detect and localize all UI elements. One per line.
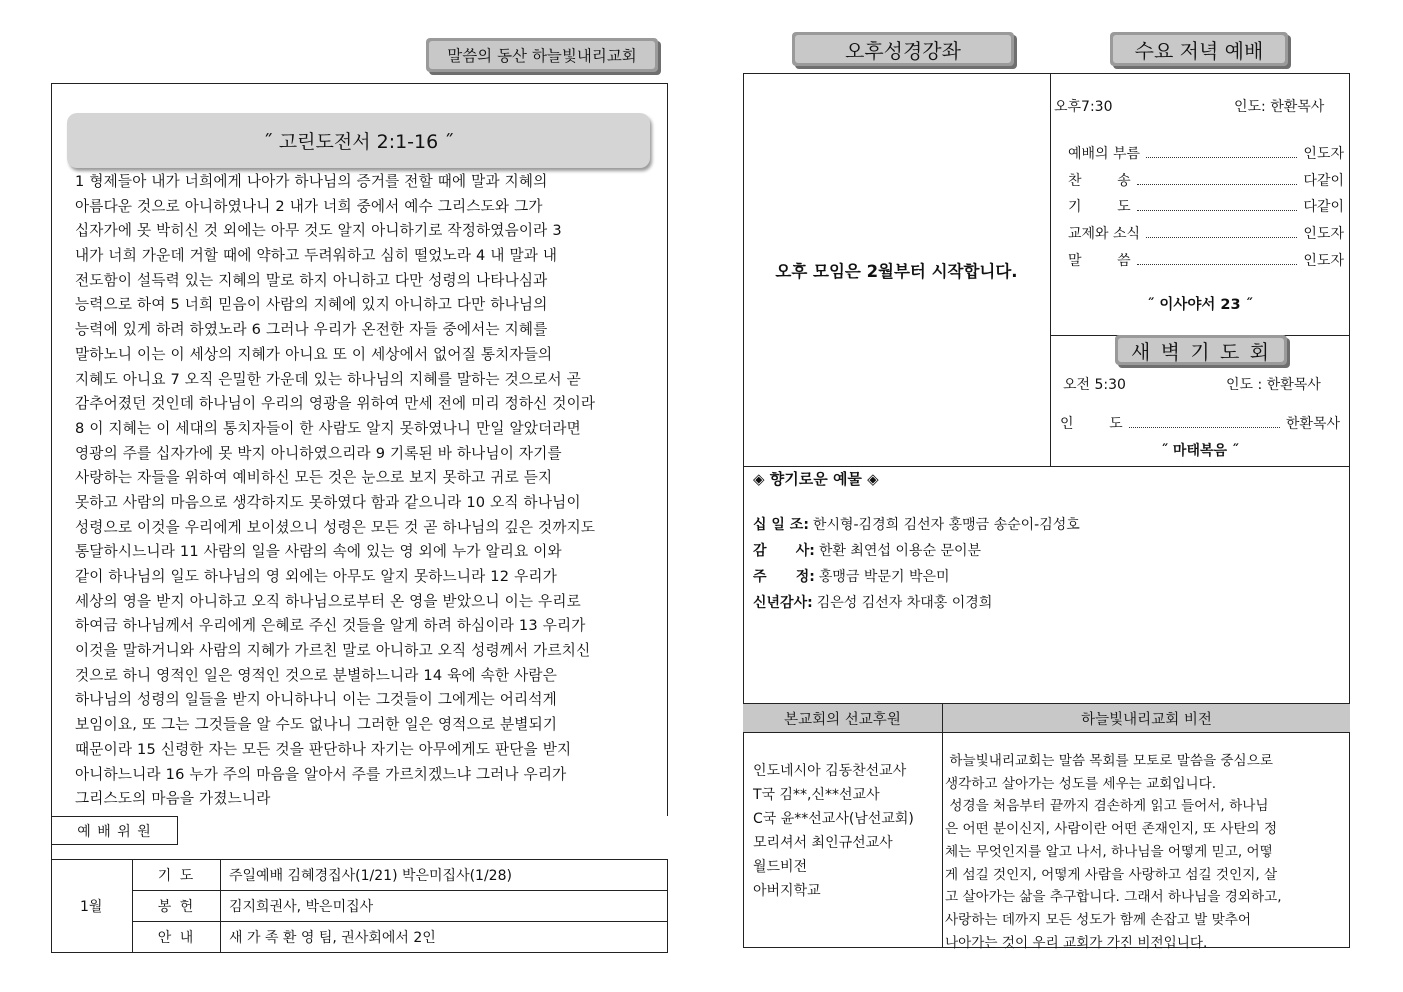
wednesday-scripture: ˝ 이사야서 23 ˝ (1147, 297, 1253, 313)
scripture-line: 말하노니 이는 이 세상의 지혜가 아니요 또 이 세상에서 없어질 통치자들의 (75, 345, 553, 363)
committee-detail: 새 가 족 환 영 팀, 권사회에서 2인 (220, 921, 668, 953)
month-text: 1월 (80, 899, 103, 915)
afternoon-study-tab (792, 32, 1014, 66)
committee-detail: 김지희권사, 박은미집사 (220, 890, 668, 922)
mission-item: 모리셔서 최인규선교사 (753, 835, 893, 851)
dawn-lead-label: 인 도 (1060, 416, 1123, 432)
offering-label: 십 일 조: (753, 517, 809, 533)
scripture-line: 1 형제들아 내가 너희에게 나아가 하나님의 증거를 전할 때에 말과 지혜의 (75, 173, 548, 190)
vision-line: 나아가는 것이 우리 교회가 가진 비전입니다. (945, 934, 1208, 951)
scripture-title-bar (67, 113, 650, 168)
vision-header: 하늘빛내리교회 비전 (1081, 712, 1212, 728)
committee-role: 안 내 (132, 921, 221, 953)
dawn-lead-name: 한환목사 (1285, 416, 1340, 432)
dot-leader (1129, 427, 1280, 428)
committee-role: 봉 헌 (132, 890, 221, 922)
dot-leader (1137, 264, 1298, 265)
afternoon-study-title: 오후성경강좌 (795, 35, 1011, 63)
order-item (1068, 170, 1344, 190)
offering-row (753, 566, 950, 586)
order-person: 다같이 (1303, 199, 1344, 216)
dawn-scripture: ˝ 마태복음 ˝ (1161, 443, 1239, 459)
offering-row (753, 592, 992, 612)
scripture-line: 보임이요, 또 그는 그것들을 알 수도 없나니 그러한 일은 영적으로 분별되기 (75, 716, 558, 734)
offering-names: 홍맹금 박문기 박은미 (818, 569, 950, 585)
dawn-prayer-title: 새 벽 기 도 회 (1118, 338, 1284, 362)
offering-names: 한시형-김경희 김선자 홍맹금 송순이-김성호 (812, 517, 1080, 533)
scripture-line: 지혜도 아니요 7 오직 은밀한 가운데 있는 하나님의 지혜를 말하는 것으로서 곧 (75, 370, 581, 388)
scripture-line: 같이 하나님의 일도 하나님의 영 외에는 아무도 알지 못하느니라 12 우리가 (75, 568, 557, 585)
mission-item: T국 김**,신**선교사 (753, 787, 880, 803)
order-label: 기 도 (1068, 199, 1131, 216)
order-person: 다같이 (1303, 172, 1344, 189)
afternoon-notice: 오후 모임은 2월부터 시작합니다. (775, 262, 1018, 281)
mission-item: 아버지학교 (753, 883, 821, 899)
order-person: 인도자 (1303, 226, 1344, 243)
offering-names: 김은성 김선자 차대홍 이경희 (816, 595, 993, 611)
dawn-leader: 인도 : 한환목사 (1226, 377, 1321, 393)
wednesday-service-title: 수요 저녁 예배 (1113, 35, 1285, 63)
vision-line: 은 어떤 분이신지, 사람이란 어떤 존재인지, 또 사탄의 정 (945, 821, 1278, 838)
month-cell (51, 859, 133, 953)
scripture-line: 성령으로 이것을 우리에게 보이셨으니 성령은 모든 것 곧 하나님의 깊은 것까지도 (75, 518, 596, 536)
scripture-line: 것으로 하니 영적인 일은 영적인 것으로 분별하느니라 14 육에 속한 사람은 (75, 666, 557, 684)
order-label: 교제와 소식 (1068, 226, 1141, 243)
offering-label: 주 정: (753, 569, 815, 585)
scripture-line: 아름다운 것으로 아니하였나니 2 내가 너희 중에서 예수 그리스도와 그가 (75, 197, 543, 215)
committee-side-line (51, 816, 52, 860)
scripture-line: 통달하시느니라 11 사람의 일을 사람의 속에 있는 영 외에 누가 알리요 이와 (75, 543, 562, 561)
vision-line: 체는 무엇인지를 알고 나서, 하나님을 어떻게 믿고, 어떻 (945, 843, 1273, 860)
dawn-time: 오전 5:30 (1063, 377, 1126, 393)
scripture-line: 때문이라 15 신령한 자는 모든 것을 판단하나 자기는 아무에게도 판단을 받지 (75, 740, 572, 758)
scripture-line: 내가 너희 가운데 거할 때에 약하고 두려워하고 심히 떨었노라 4 내 말과 내 (75, 247, 558, 265)
wednesday-time: 오후7:30 (1054, 99, 1113, 115)
offering-label: 신년감사: (753, 595, 813, 611)
scripture-line: 사랑하는 자들을 위하여 예비하신 모든 것은 눈으로 보지 못하고 귀로 듣지 (75, 469, 553, 487)
offering-title: ◈ 향기로운 예물 ◈ (753, 470, 879, 488)
vision-line: 성경을 처음부터 끝까지 겸손하게 읽고 들어서, 하나님 (945, 798, 1269, 815)
scripture-line: 세상의 영을 받지 아니하고 오직 하나님으로부터 온 영을 받았으니 이는 우리로 (75, 592, 581, 610)
scripture-line: 그리스도의 마음을 가졌느니라 (75, 790, 271, 808)
dot-leader (1137, 184, 1298, 185)
vision-line: 게 섬길 것인지, 어떻게 사람을 사랑하고 섬길 것인지, 살 (945, 866, 1278, 883)
scripture-line: 전도함이 설득력 있는 지혜의 말로 하지 아니하고 다만 성령의 나타나심과 (75, 271, 548, 289)
committee-role: 기 도 (132, 859, 221, 891)
scripture-line: 능력에 있게 하려 하였노라 6 그러나 우리가 온전한 자들 중에서는 지혜를 (75, 321, 548, 339)
order-label: 찬 송 (1068, 172, 1131, 189)
wednesday-service-tab (1110, 32, 1288, 66)
order-label: 말 씀 (1068, 252, 1131, 269)
scripture-line: 영광의 주를 십자가에 못 박지 아니하였으리라 9 기록된 바 하나님이 자기를 (75, 444, 562, 462)
order-item (1068, 143, 1344, 163)
vision-line: 하늘빛내리교회는 말씀 목회를 모토로 말씀을 중심으로 (945, 753, 1273, 769)
offering-names: 한환 최연섭 이용순 문이분 (818, 543, 982, 559)
dawn-prayer-tab (1115, 335, 1287, 365)
dot-leader (1137, 210, 1298, 211)
church-header-text: 말씀의 동산 하늘빛내리교회 (429, 41, 655, 69)
scripture-line: 능력으로 하여 5 너희 믿음이 사람의 지혜에 있지 아니하고 다만 하나님의 (75, 296, 548, 314)
committee-label (51, 816, 178, 845)
scripture-line: 십자가에 못 박히신 것 외에는 아무 것도 알지 아니하기로 작정하였음이라 3 (75, 222, 562, 240)
order-item (1068, 250, 1344, 270)
dot-leader (1146, 157, 1297, 158)
mission-item: 인도네시아 김동찬선교사 (753, 763, 907, 779)
wednesday-leader: 인도: 한환목사 (1234, 99, 1325, 115)
scripture-line: 하여금 하나님께서 우리에게 은혜로 주신 것들을 알게 하려 하심이라 13 우리가 (75, 617, 586, 635)
vertical-divider-top (1050, 73, 1051, 466)
mission-item: C국 윤**선교사(남선교회) (753, 811, 914, 827)
order-item (1068, 223, 1344, 243)
vision-line: 생각하고 살아가는 성도를 세우는 교회입니다. (945, 775, 1217, 792)
vision-line: 고 살아가는 삶을 추구합니다. 그래서 하나님을 경외하고, (945, 889, 1282, 906)
scripture-line: 이것을 말하거니와 사람의 지혜가 가르친 말로 아니하고 오직 성령께서 가르치신 (75, 642, 591, 660)
vision-text (945, 750, 1345, 954)
bottom-column-divider (942, 703, 943, 948)
order-label: 예배의 부름 (1068, 146, 1141, 162)
mission-item: 월드비전 (753, 859, 808, 875)
horizontal-divider-offering (743, 466, 1350, 467)
scripture-title: ˝ 고린도전서 2:1-16 ˝ (263, 131, 454, 153)
order-person: 인도자 (1303, 252, 1344, 269)
missions-header: 본교회의 선교후원 (784, 712, 901, 728)
dot-leader (1146, 237, 1297, 238)
scripture-line: 아니하느니라 16 누가 주의 마음을 알아서 주를 가르치겠느냐 그러나 우리가 (75, 765, 567, 783)
order-person: 인도자 (1303, 146, 1344, 162)
church-header-tab (426, 38, 658, 72)
vision-line: 사랑하는 데까지 모든 성도가 함께 손잡고 발 맞추어 (945, 911, 1252, 928)
offering-row (753, 540, 981, 560)
committee-label-text: 예 배 위 원 (77, 823, 152, 840)
scripture-line: 하나님의 성령의 일들을 받지 아니하나니 이는 그것들이 그에게는 어리석게 (75, 691, 557, 709)
offering-label: 감 사: (753, 543, 815, 559)
committee-detail: 주일예배 김혜경집사(1/21) 박은미집사(1/28) (220, 859, 668, 891)
scripture-line: 못하고 사람의 마음으로 생각하지도 못하였다 함과 같으니라 10 오직 하나님이 (75, 493, 581, 511)
scripture-line: 8 이 지혜는 이 세대의 통치자들이 한 사람도 알지 못하였나니 만일 알았더라면 (75, 419, 581, 437)
order-item (1068, 196, 1344, 216)
scripture-line: 감추어졌던 것인데 하나님이 우리의 영광을 위하여 만세 전에 미리 정하신 것이라 (75, 395, 596, 413)
dawn-lead-row (1060, 413, 1340, 433)
offering-row (753, 514, 1080, 534)
scripture-text (75, 170, 667, 812)
